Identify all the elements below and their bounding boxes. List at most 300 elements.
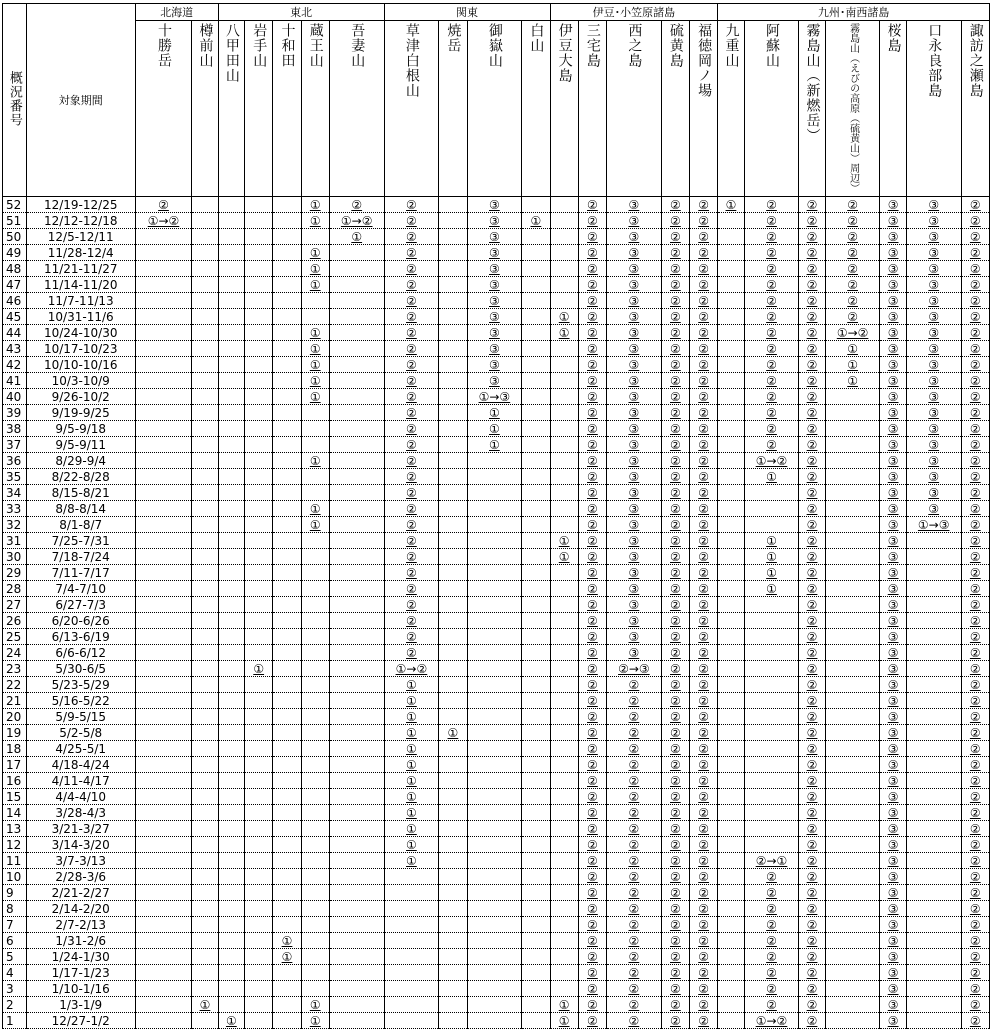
alert-level-cell: ①: [467, 421, 522, 437]
alert-level-cell: ②: [799, 517, 825, 533]
alert-level-cell: [273, 565, 301, 581]
alert-level-cell: ②: [799, 549, 825, 565]
alert-level-cell: ③: [906, 213, 961, 229]
period-cell: 5/30-6/5: [26, 661, 135, 677]
alert-level-cell: ②: [690, 949, 718, 965]
alert-level-cell: [245, 597, 273, 613]
alert-level-cell: [329, 853, 384, 869]
alert-level-cell: ②: [384, 245, 439, 261]
alert-level-cell: [718, 437, 744, 453]
alert-level-cell: ②: [799, 261, 825, 277]
volcano-header: [439, 21, 467, 197]
alert-level-cell: ②: [799, 293, 825, 309]
table-row: [3, 229, 990, 245]
table-row: [3, 549, 990, 565]
alert-level-cell: [718, 853, 744, 869]
alert-level-cell: [218, 197, 244, 213]
alert-level-cell: [218, 709, 244, 725]
alert-level-cell: [439, 693, 467, 709]
alert-level-cell: ③: [880, 757, 906, 773]
alert-level-cell: ③: [880, 453, 906, 469]
volcano-header: [384, 21, 439, 197]
alert-level-cell: [329, 805, 384, 821]
alert-level-cell: ②: [799, 389, 825, 405]
alert-level-cell: [192, 581, 218, 597]
alert-level-cell: ②: [690, 757, 718, 773]
alert-level-cell: ③: [906, 389, 961, 405]
alert-level-cell: ②: [578, 501, 606, 517]
alert-level-cell: ③: [607, 629, 662, 645]
alert-level-cell: ②: [690, 965, 718, 981]
alert-level-cell: [192, 389, 218, 405]
alert-level-cell: [825, 773, 880, 789]
alert-level-cell: [550, 949, 578, 965]
alert-level-cell: [906, 1013, 961, 1029]
alert-level-cell: [273, 869, 301, 885]
alert-level-cell: [522, 341, 550, 357]
alert-level-cell: ②: [690, 885, 718, 901]
alert-level-cell: [135, 357, 192, 373]
alert-level-cell: ①: [301, 245, 329, 261]
alert-level-cell: [135, 773, 192, 789]
alert-level-cell: [906, 821, 961, 837]
table-row: [3, 389, 990, 405]
alert-level-cell: [439, 501, 467, 517]
alert-level-cell: [825, 677, 880, 693]
volcano-header: [961, 21, 989, 197]
alert-level-cell: ①: [301, 997, 329, 1013]
alert-level-cell: [301, 565, 329, 581]
alert-level-cell: ②: [607, 741, 662, 757]
alert-level-cell: [301, 581, 329, 597]
alert-level-cell: ③: [880, 853, 906, 869]
alert-level-cell: [218, 309, 244, 325]
alert-level-cell: [192, 629, 218, 645]
alert-level-cell: [192, 485, 218, 501]
volcano-name: 八甲田山: [223, 23, 240, 83]
alert-level-cell: [192, 197, 218, 213]
alert-level-cell: ②: [578, 405, 606, 421]
alert-level-cell: [550, 757, 578, 773]
alert-level-cell: ②: [799, 405, 825, 421]
alert-level-cell: [218, 421, 244, 437]
volcano-name: 十和田: [279, 23, 296, 68]
bulletin-number-cell: 17: [3, 757, 27, 773]
alert-level-cell: ②: [744, 341, 799, 357]
alert-level-cell: [301, 789, 329, 805]
volcano-alert-level-table: [2, 3, 990, 1029]
alert-level-cell: [522, 741, 550, 757]
alert-level-cell: [192, 1013, 218, 1029]
alert-level-cell: [329, 645, 384, 661]
alert-level-cell: [218, 485, 244, 501]
alert-level-cell: [218, 645, 244, 661]
table-row: [3, 213, 990, 229]
alert-level-cell: [218, 245, 244, 261]
alert-level-cell: ②: [799, 197, 825, 213]
alert-level-cell: ①: [550, 533, 578, 549]
alert-level-cell: ②: [799, 421, 825, 437]
alert-level-cell: ②: [744, 357, 799, 373]
alert-level-cell: [439, 949, 467, 965]
table-row: [3, 485, 990, 501]
alert-level-cell: ③: [880, 469, 906, 485]
alert-level-cell: [329, 261, 384, 277]
period-cell: 1/24-1/30: [26, 949, 135, 965]
alert-level-cell: ②: [690, 821, 718, 837]
alert-level-cell: [192, 565, 218, 581]
alert-level-cell: [718, 277, 744, 293]
alert-level-cell: [245, 853, 273, 869]
alert-level-cell: ②: [961, 197, 989, 213]
alert-level-cell: ②: [578, 821, 606, 837]
alert-level-cell: [825, 389, 880, 405]
alert-level-cell: ③: [906, 485, 961, 501]
alert-level-cell: ③: [880, 213, 906, 229]
alert-level-cell: ③: [880, 549, 906, 565]
region-header: 伊豆･小笠原諸島: [550, 4, 718, 21]
alert-level-cell: ②: [825, 309, 880, 325]
alert-level-cell: [550, 277, 578, 293]
alert-level-cell: ②: [961, 549, 989, 565]
alert-level-cell: [550, 389, 578, 405]
alert-level-cell: [550, 261, 578, 277]
table-row: [3, 581, 990, 597]
alert-level-cell: [439, 565, 467, 581]
alert-level-cell: [439, 533, 467, 549]
alert-level-cell: ③: [467, 245, 522, 261]
alert-level-cell: [135, 645, 192, 661]
period-cell: 9/5-9/18: [26, 421, 135, 437]
volcano-header: [799, 21, 825, 197]
period-cell: 2/14-2/20: [26, 901, 135, 917]
alert-level-cell: [273, 245, 301, 261]
alert-level-cell: [245, 821, 273, 837]
alert-level-cell: [273, 981, 301, 997]
alert-level-cell: ③: [607, 389, 662, 405]
alert-level-cell: [744, 821, 799, 837]
period-cell: 6/27-7/3: [26, 597, 135, 613]
alert-level-cell: ②: [799, 581, 825, 597]
alert-level-cell: ②: [799, 693, 825, 709]
alert-level-cell: ②: [661, 645, 689, 661]
alert-level-cell: [522, 565, 550, 581]
table-row: [3, 789, 990, 805]
period-cell: 9/19-9/25: [26, 405, 135, 421]
alert-level-cell: [245, 981, 273, 997]
alert-level-cell: [245, 741, 273, 757]
alert-level-cell: ②: [661, 229, 689, 245]
alert-level-cell: [273, 709, 301, 725]
alert-level-cell: [218, 389, 244, 405]
volcano-name: 伊豆大島: [556, 23, 573, 83]
alert-level-cell: ②: [690, 837, 718, 853]
alert-level-cell: [550, 741, 578, 757]
alert-level-cell: [301, 613, 329, 629]
alert-level-cell: ②: [690, 565, 718, 581]
alert-level-cell: ②: [799, 341, 825, 357]
alert-level-cell: ①: [384, 853, 439, 869]
alert-level-cell: ②: [744, 405, 799, 421]
alert-level-cell: [192, 837, 218, 853]
alert-level-cell: [550, 485, 578, 501]
alert-level-cell: [825, 789, 880, 805]
alert-level-cell: ②: [799, 981, 825, 997]
alert-level-cell: ①: [718, 197, 744, 213]
alert-level-cell: [273, 613, 301, 629]
alert-level-cell: ②: [661, 1013, 689, 1029]
alert-level-cell: [825, 917, 880, 933]
alert-level-cell: [301, 229, 329, 245]
alert-level-cell: [301, 725, 329, 741]
alert-level-cell: [825, 869, 880, 885]
alert-level-cell: [245, 917, 273, 933]
alert-level-cell: [467, 853, 522, 869]
alert-level-cell: ②: [744, 277, 799, 293]
alert-level-cell: ③: [607, 213, 662, 229]
table-row: [3, 293, 990, 309]
alert-level-cell: [192, 853, 218, 869]
alert-level-cell: ③: [880, 197, 906, 213]
alert-level-cell: [135, 437, 192, 453]
period-cell: 12/12-12/18: [26, 213, 135, 229]
alert-level-cell: [744, 773, 799, 789]
alert-level-cell: ②: [578, 453, 606, 469]
alert-level-cell: [329, 405, 384, 421]
alert-level-cell: [218, 693, 244, 709]
alert-level-cell: [329, 901, 384, 917]
alert-level-cell: [329, 421, 384, 437]
alert-level-cell: [439, 229, 467, 245]
alert-level-cell: ②: [578, 261, 606, 277]
alert-level-cell: [522, 533, 550, 549]
alert-level-cell: [301, 949, 329, 965]
alert-level-cell: ②: [961, 869, 989, 885]
period-cell: 4/11-4/17: [26, 773, 135, 789]
alert-level-cell: [467, 821, 522, 837]
alert-level-cell: [439, 997, 467, 1013]
alert-level-cell: ②: [578, 421, 606, 437]
alert-level-cell: [329, 309, 384, 325]
alert-level-cell: ②: [607, 677, 662, 693]
alert-level-cell: ①→②: [384, 661, 439, 677]
alert-level-cell: ③: [880, 229, 906, 245]
bulletin-number-cell: 31: [3, 533, 27, 549]
alert-level-cell: ②: [661, 997, 689, 1013]
alert-level-cell: ②: [661, 869, 689, 885]
alert-level-cell: ②: [961, 997, 989, 1013]
alert-level-cell: [522, 677, 550, 693]
alert-level-cell: ③: [880, 501, 906, 517]
alert-level-cell: ①: [301, 453, 329, 469]
alert-level-cell: ②: [690, 485, 718, 501]
alert-level-cell: [522, 501, 550, 517]
alert-level-cell: [439, 581, 467, 597]
alert-level-cell: [218, 229, 244, 245]
alert-level-cell: [467, 773, 522, 789]
alert-level-cell: ②: [961, 661, 989, 677]
alert-level-cell: [825, 997, 880, 1013]
volcano-header-row: [3, 21, 990, 197]
alert-level-cell: [550, 773, 578, 789]
alert-level-cell: [718, 821, 744, 837]
alert-level-cell: [718, 325, 744, 341]
alert-level-cell: [550, 565, 578, 581]
alert-level-cell: ②: [799, 1013, 825, 1029]
alert-level-cell: ②: [690, 677, 718, 693]
alert-level-cell: ②: [799, 277, 825, 293]
table-row: [3, 821, 990, 837]
alert-level-cell: [718, 709, 744, 725]
alert-level-cell: ②: [690, 501, 718, 517]
alert-level-cell: [135, 277, 192, 293]
alert-level-cell: [245, 885, 273, 901]
volcano-name: 口永良部島: [926, 23, 943, 98]
alert-level-cell: ②: [384, 613, 439, 629]
alert-level-cell: ②: [744, 437, 799, 453]
alert-level-cell: [245, 773, 273, 789]
alert-level-cell: [192, 741, 218, 757]
alert-level-cell: ②: [690, 917, 718, 933]
bulletin-number-cell: 47: [3, 277, 27, 293]
alert-level-cell: [522, 757, 550, 773]
alert-level-cell: [245, 789, 273, 805]
alert-level-cell: ②: [961, 741, 989, 757]
alert-level-cell: [245, 949, 273, 965]
alert-level-cell: [273, 549, 301, 565]
alert-level-cell: [273, 325, 301, 341]
volcano-header: [825, 21, 880, 197]
alert-level-cell: ②: [690, 597, 718, 613]
alert-level-cell: [218, 997, 244, 1013]
alert-level-cell: ②: [578, 677, 606, 693]
alert-level-cell: [718, 869, 744, 885]
alert-level-cell: [522, 933, 550, 949]
alert-level-cell: [522, 277, 550, 293]
alert-level-cell: [718, 661, 744, 677]
bulletin-number-cell: 15: [3, 789, 27, 805]
alert-level-cell: ②: [690, 341, 718, 357]
alert-level-cell: [329, 533, 384, 549]
alert-level-cell: [273, 293, 301, 309]
alert-level-cell: ②: [961, 245, 989, 261]
alert-level-cell: ②: [799, 309, 825, 325]
alert-level-cell: [550, 933, 578, 949]
bulletin-number-cell: 41: [3, 373, 27, 389]
period-header: 対象期間: [26, 4, 135, 197]
alert-level-cell: [718, 789, 744, 805]
alert-level-cell: [550, 421, 578, 437]
alert-level-cell: ②: [799, 901, 825, 917]
alert-level-cell: ②: [578, 885, 606, 901]
alert-level-cell: [522, 629, 550, 645]
volcano-header: [301, 21, 329, 197]
alert-level-cell: [135, 981, 192, 997]
alert-level-cell: ③: [906, 405, 961, 421]
alert-level-cell: [550, 373, 578, 389]
bulletin-number-cell: 39: [3, 405, 27, 421]
alert-level-cell: [439, 597, 467, 613]
alert-level-cell: ①: [744, 533, 799, 549]
alert-level-cell: ③: [906, 373, 961, 389]
alert-level-cell: ③: [880, 709, 906, 725]
alert-level-cell: [825, 501, 880, 517]
alert-level-cell: [718, 357, 744, 373]
alert-level-cell: [718, 885, 744, 901]
alert-level-cell: [550, 981, 578, 997]
alert-level-cell: ②: [961, 341, 989, 357]
alert-level-cell: [550, 197, 578, 213]
alert-level-cell: [467, 693, 522, 709]
alert-level-cell: [135, 549, 192, 565]
table-row: [3, 357, 990, 373]
alert-level-cell: ③: [467, 261, 522, 277]
alert-level-cell: ③: [607, 277, 662, 293]
alert-level-cell: ③: [880, 357, 906, 373]
alert-level-cell: ②: [661, 693, 689, 709]
alert-level-cell: [273, 421, 301, 437]
alert-level-cell: [218, 789, 244, 805]
alert-level-cell: ①: [439, 725, 467, 741]
alert-level-cell: [439, 805, 467, 821]
alert-level-cell: ②: [961, 357, 989, 373]
alert-level-cell: [906, 597, 961, 613]
alert-level-cell: [218, 869, 244, 885]
alert-level-cell: [467, 645, 522, 661]
alert-level-cell: ②: [961, 565, 989, 581]
alert-level-cell: [329, 437, 384, 453]
alert-level-cell: ③: [880, 677, 906, 693]
alert-level-cell: ②: [607, 837, 662, 853]
table-row: [3, 869, 990, 885]
alert-level-cell: ②: [661, 981, 689, 997]
alert-level-cell: ②: [578, 661, 606, 677]
bulletin-number-cell: 51: [3, 213, 27, 229]
alert-level-cell: ③: [880, 645, 906, 661]
alert-level-cell: [273, 197, 301, 213]
alert-level-cell: ②: [799, 741, 825, 757]
alert-level-cell: ③: [880, 597, 906, 613]
alert-level-cell: [135, 245, 192, 261]
alert-level-cell: ②: [578, 757, 606, 773]
alert-level-cell: ③: [607, 245, 662, 261]
alert-level-cell: [218, 901, 244, 917]
alert-level-cell: [192, 469, 218, 485]
alert-level-cell: [218, 613, 244, 629]
alert-level-cell: [718, 565, 744, 581]
alert-level-cell: [301, 437, 329, 453]
alert-level-cell: [329, 565, 384, 581]
alert-level-cell: ②: [607, 1013, 662, 1029]
alert-level-cell: [135, 949, 192, 965]
alert-level-cell: ③: [607, 533, 662, 549]
table-row: [3, 853, 990, 869]
bulletin-number-cell: 36: [3, 453, 27, 469]
alert-level-cell: [744, 485, 799, 501]
alert-level-cell: ②: [384, 341, 439, 357]
alert-level-cell: ②: [961, 645, 989, 661]
alert-level-cell: [550, 517, 578, 533]
alert-level-cell: [550, 469, 578, 485]
alert-level-cell: [192, 613, 218, 629]
alert-level-cell: [273, 885, 301, 901]
alert-level-cell: ②: [661, 245, 689, 261]
alert-level-cell: ①: [329, 229, 384, 245]
alert-level-cell: ②: [744, 373, 799, 389]
alert-level-cell: [718, 469, 744, 485]
alert-level-cell: [329, 693, 384, 709]
alert-level-cell: [245, 261, 273, 277]
